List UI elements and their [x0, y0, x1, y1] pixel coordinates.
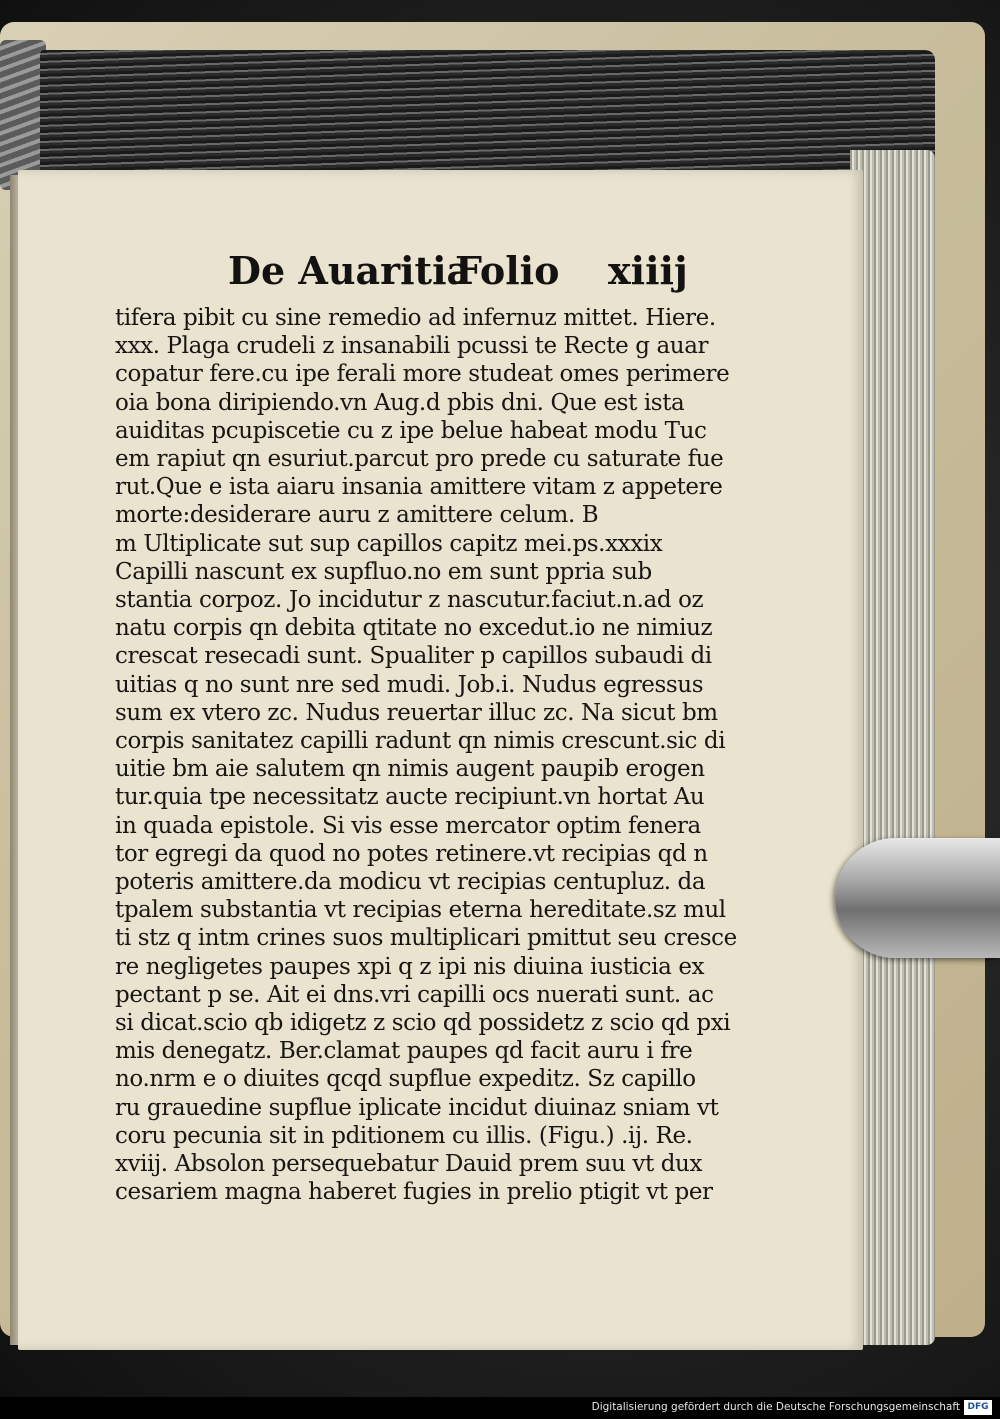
text-line: natu corpis qn debita qtitate no excedut.io ne nimiuz	[115, 615, 713, 642]
text-line: si dicat.scio qb idigetz z scio qd possidetz z scio qd pxi	[115, 1010, 731, 1036]
text-line: cesariem magna haberet fugies in prelio ptigit vt per	[115, 1179, 713, 1206]
text-line: mis denegatz. Ber.clamat paupes qd facit auru i fre	[115, 1038, 693, 1065]
footer-credit: Digitalisierung gefördert durch die Deutsche Forschungsgemeinschaft	[591, 1401, 960, 1413]
text-line: Capilli nascunt ex supfluo.no em sunt ppria sub	[115, 558, 652, 585]
text-line: tifera pibit cu sine remedio ad infernuz mittet. Hiere.	[115, 305, 716, 331]
text-line: tpalem substantia vt recipias eterna hereditate.sz mul	[115, 897, 726, 924]
text-line: no.nrm e o diuites qcqd supflue expeditz. Sz capillo	[115, 1066, 696, 1093]
text-line: crescat resecadi sunt. Spualiter p capillos subaudi di	[115, 643, 712, 670]
text-line: m Ultiplicate sut sup capillos capitz mei.ps.xxxix	[115, 530, 663, 557]
page-block-top-edge	[40, 50, 935, 180]
text-line: poteris amittere.da modicu vt recipias centupluz. da	[115, 869, 706, 895]
folio-number: xiiij	[608, 248, 688, 293]
folio-label: Folio	[455, 248, 560, 293]
text-line: in quada epistole. Si vis esse mercator optim fenera	[115, 812, 701, 839]
text-line: re negligetes paupes xpi q z ipi nis diuina iusticia ex	[115, 953, 705, 980]
text-line: rut.Que e ista aiaru insania amittere vitam z appetere	[115, 474, 723, 501]
text-line: xxx. Plaga crudeli z insanabili pcussi te Recte g auar	[115, 333, 709, 360]
text-line: tor egregi da quod no potes retinere.vt recipias qd n	[115, 840, 708, 867]
text-line: stantia corpoz. Jo incidutur z nascutur.faciut.n.ad oz	[115, 587, 704, 613]
text-line: tur.quia tpe necessitatz aucte recipiunt.vn hortat Au	[115, 784, 705, 811]
text-line: uitie bm aie salutem qn nimis augent paupib erogen	[115, 756, 705, 783]
text-line: sum ex vtero zc. Nudus reuertar illuc zc. Na sicut bm	[115, 699, 718, 726]
dfg-logo-icon: DFG	[964, 1400, 992, 1415]
metal-page-clip	[835, 838, 1000, 958]
text-line: ru grauedine supflue iplicate incidut diuinaz sniam vt	[115, 1094, 719, 1121]
text-line: uitias q no sunt nre sed mudi. Job.i. Nudus egressus	[115, 671, 704, 698]
text-line: em rapiut qn esuriut.parcut pro prede cu saturate fue	[115, 446, 724, 472]
text-line: corpis sanitatez capilli radunt qn nimis crescunt.sic di	[115, 728, 726, 754]
running-header	[0, 248, 1000, 298]
text-line: copatur fere.cu ipe ferali more studeat omes perimere	[115, 361, 730, 388]
text-line: coru pecunia sit in pditionem cu illis. (Figu.) .ij. Re.	[115, 1122, 693, 1149]
text-line: auiditas pcupiscetie cu z ipe belue habeat modu Tuc	[115, 417, 707, 444]
running-title: De Auaritia	[228, 248, 472, 293]
text-line: xviij. Absolon persequebatur Dauid prem suu vt dux	[115, 1151, 703, 1177]
text-line: morte:desiderare auru z amittere celum. B	[115, 502, 599, 529]
text-line: oia bona diripiendo.vn Aug.d pbis dni. Que est ista	[115, 389, 685, 416]
footer-bar	[0, 1397, 1000, 1419]
text-line: pectant p se. Ait ei dns.vri capilli ocs nuerati sunt. ac	[115, 981, 714, 1008]
text-line: ti stz q intm crines suos multiplicari pmittut seu cresce	[115, 925, 737, 952]
